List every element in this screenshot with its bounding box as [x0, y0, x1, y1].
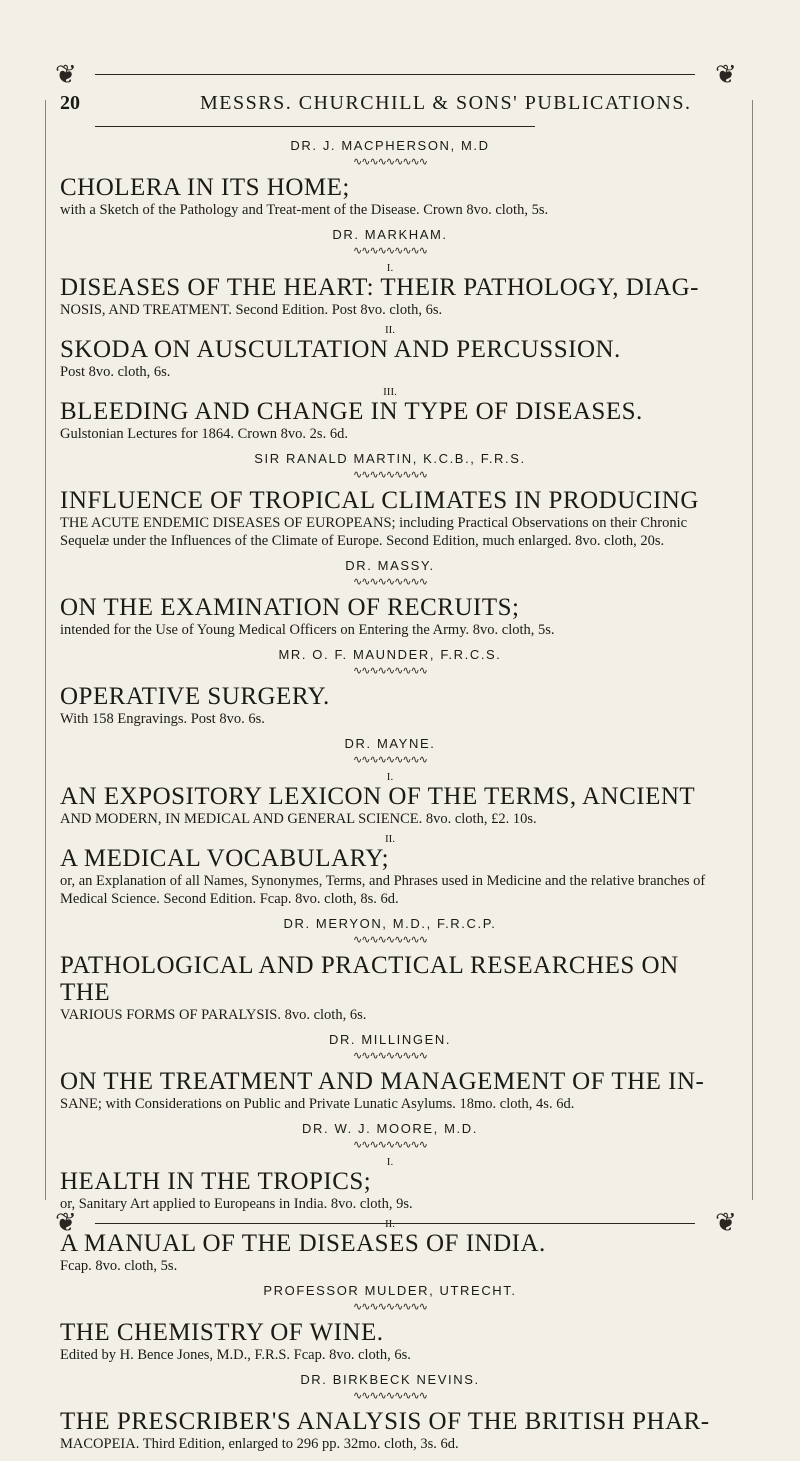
- publication-entry: [60, 1157, 720, 1213]
- corner-ornament-icon: ❦: [55, 60, 77, 90]
- wavy-rule: ∿∿∿∿∿∿∿∿∿: [353, 469, 427, 481]
- entry-description: AND MODERN, IN MEDICAL AND GENERAL SCIENCE. 8vo. cloth, £2. 10s.: [60, 811, 537, 827]
- author-heading: DR. MAYNE.: [344, 736, 436, 751]
- wavy-rule: ∿∿∿∿∿∿∿∿∿: [353, 1139, 427, 1151]
- entry-number: II.: [384, 833, 396, 845]
- entry-description: with a Sketch of the Pathology and Treat-ment of the Disease. Crown 8vo. cloth, 5s.: [60, 202, 549, 218]
- right-border-rule: [752, 100, 753, 1200]
- publication-entry: [60, 834, 720, 908]
- page-header: [60, 92, 700, 118]
- publication-entry: [60, 1068, 720, 1113]
- publication-section: [60, 916, 720, 1024]
- publication-section: [60, 1283, 720, 1364]
- publication-section: [60, 647, 720, 728]
- publication-entry: [60, 325, 720, 381]
- corner-ornament-icon: ❦: [55, 1208, 77, 1238]
- author-heading: DR. BIRKBECK NEVINS.: [300, 1372, 480, 1387]
- entry-description: Gulstonian Lectures for 1864. Crown 8vo. 2s. 6d.: [60, 426, 348, 442]
- author-heading: DR. MARKHAM.: [332, 227, 448, 242]
- publication-entry: [60, 263, 720, 319]
- entry-number: II.: [384, 1218, 396, 1230]
- wavy-rule: ∿∿∿∿∿∿∿∿∿: [353, 934, 427, 946]
- entry-description: Fcap. 8vo. cloth, 5s.: [60, 1258, 178, 1274]
- entry-title: HEALTH IN THE TROPICS;: [60, 1168, 372, 1195]
- entry-number: I.: [386, 262, 394, 274]
- entry-description: intended for the Use of Young Medical Officers on Entering the Army. 8vo. cloth, 5s.: [60, 622, 555, 638]
- corner-ornament-icon: ❦: [715, 1208, 737, 1238]
- entry-description: VARIOUS FORMS OF PARALYSIS. 8vo. cloth, 6s.: [60, 1007, 367, 1023]
- running-title: MESSRS. CHURCHILL & SONS' PUBLICATIONS.: [200, 92, 692, 114]
- entry-title: PATHOLOGICAL AND PRACTICAL RESEARCHES ON THE: [60, 952, 679, 1006]
- publication-entry: [60, 1408, 720, 1453]
- entry-description: Post 8vo. cloth, 6s.: [60, 364, 171, 380]
- publication-entry: [60, 772, 720, 828]
- entry-title: INFLUENCE OF TROPICAL CLIMATES IN PRODUCING: [60, 487, 699, 514]
- left-border-rule: [45, 100, 46, 1200]
- entry-number: III.: [383, 386, 397, 398]
- entry-description: THE ACUTE ENDEMIC DISEASES OF EUROPEANS; including Practical Observations on their Chronic Sequelæ under the Influences of the Climate of Europe. Second Edition, much enlarged. 8vo. cloth, 20s.: [60, 515, 688, 549]
- publication-section: [60, 1121, 720, 1275]
- publication-section: [60, 1372, 720, 1453]
- entry-title: ON THE EXAMINATION OF RECRUITS;: [60, 594, 520, 621]
- publication-entry: [60, 1319, 720, 1364]
- top-ornament-rule: [95, 74, 695, 75]
- wavy-rule: ∿∿∿∿∿∿∿∿∿: [353, 576, 427, 588]
- entry-description: With 158 Engravings. Post 8vo. 6s.: [60, 711, 265, 727]
- entry-number: I.: [386, 771, 394, 783]
- entry-title: ON THE TREATMENT AND MANAGEMENT OF THE IN-: [60, 1068, 705, 1095]
- entry-title: A MANUAL OF THE DISEASES OF INDIA.: [60, 1230, 546, 1257]
- entry-number: II.: [384, 324, 396, 336]
- entry-title: CHOLERA IN ITS HOME;: [60, 174, 350, 201]
- publication-section: [60, 1032, 720, 1113]
- entry-title: SKODA ON AUSCULTATION AND PERCUSSION.: [60, 336, 621, 363]
- publication-section: [60, 558, 720, 639]
- author-heading: DR. MILLINGEN.: [328, 1032, 452, 1047]
- entry-title: DISEASES OF THE HEART: THEIR PATHOLOGY, DIAG-: [60, 274, 700, 301]
- entry-title: OPERATIVE SURGERY.: [60, 683, 330, 710]
- entry-description: Edited by H. Bence Jones, M.D., F.R.S. Fcap. 8vo. cloth, 6s.: [60, 1347, 411, 1363]
- publication-entry: [60, 952, 720, 1024]
- entry-title: THE PRESCRIBER'S ANALYSIS OF THE BRITISH PHAR-: [60, 1408, 710, 1435]
- header-rule: [95, 126, 535, 127]
- corner-ornament-icon: ❦: [715, 60, 737, 90]
- wavy-rule: ∿∿∿∿∿∿∿∿∿: [353, 1390, 427, 1402]
- publication-section: [60, 451, 720, 550]
- wavy-rule: ∿∿∿∿∿∿∿∿∿: [353, 754, 427, 766]
- wavy-rule: ∿∿∿∿∿∿∿∿∿: [353, 1301, 427, 1313]
- author-heading: DR. MASSY.: [345, 558, 435, 573]
- author-heading: PROFESSOR MULDER, UTRECHT.: [263, 1283, 517, 1298]
- wavy-rule: ∿∿∿∿∿∿∿∿∿: [353, 245, 427, 257]
- entry-title: BLEEDING AND CHANGE IN TYPE OF DISEASES.: [60, 398, 643, 425]
- entry-description: MACOPEIA. Third Edition, enlarged to 296 pp. 32mo. cloth, 3s. 6d.: [60, 1436, 459, 1452]
- publication-section: [60, 736, 720, 908]
- publication-entry: [60, 487, 720, 550]
- publication-entry: [60, 387, 720, 443]
- wavy-rule: ∿∿∿∿∿∿∿∿∿: [353, 665, 427, 677]
- publication-entry: [60, 594, 720, 639]
- entry-title: THE CHEMISTRY OF WINE.: [60, 1319, 384, 1346]
- author-heading: SIR RANALD MARTIN, K.C.B., F.R.S.: [254, 451, 526, 466]
- entry-description: or, an Explanation of all Names, Synonymes, Terms, and Phrases used in Medicine and the relative branches of Medical Science. Second Edition. Fcap. 8vo. cloth, 8s. 6d.: [60, 873, 706, 907]
- entry-description: or, Sanitary Art applied to Europeans in India. 8vo. cloth, 9s.: [60, 1196, 413, 1212]
- publication-entry: [60, 174, 720, 219]
- entry-description: SANE; with Considerations on Public and Private Lunatic Asylums. 18mo. cloth, 4s. 6d.: [60, 1096, 575, 1112]
- publication-section: [60, 227, 720, 443]
- page-number: 20: [60, 92, 80, 114]
- author-heading: DR. W. J. MOORE, M.D.: [302, 1121, 478, 1136]
- wavy-rule: ∿∿∿∿∿∿∿∿∿: [353, 156, 427, 168]
- wavy-rule: ∿∿∿∿∿∿∿∿∿: [353, 1050, 427, 1062]
- author-heading: DR. J. MACPHERSON, M.D: [290, 138, 490, 153]
- author-heading: DR. MERYON, M.D., F.R.C.P.: [283, 916, 497, 931]
- author-heading: MR. O. F. MAUNDER, F.R.C.S.: [278, 647, 502, 662]
- publication-section: [60, 138, 720, 219]
- publication-entry: [60, 1219, 720, 1275]
- publication-list: [60, 138, 720, 1461]
- entry-title: AN EXPOSITORY LEXICON OF THE TERMS, ANCIENT: [60, 783, 696, 810]
- entry-description: NOSIS, AND TREATMENT. Second Edition. Post 8vo. cloth, 6s.: [60, 302, 443, 318]
- entry-number: I.: [386, 1156, 394, 1168]
- publication-entry: [60, 683, 720, 728]
- bottom-ornament-rule: [95, 1223, 695, 1224]
- entry-title: A MEDICAL VOCABULARY;: [60, 845, 390, 872]
